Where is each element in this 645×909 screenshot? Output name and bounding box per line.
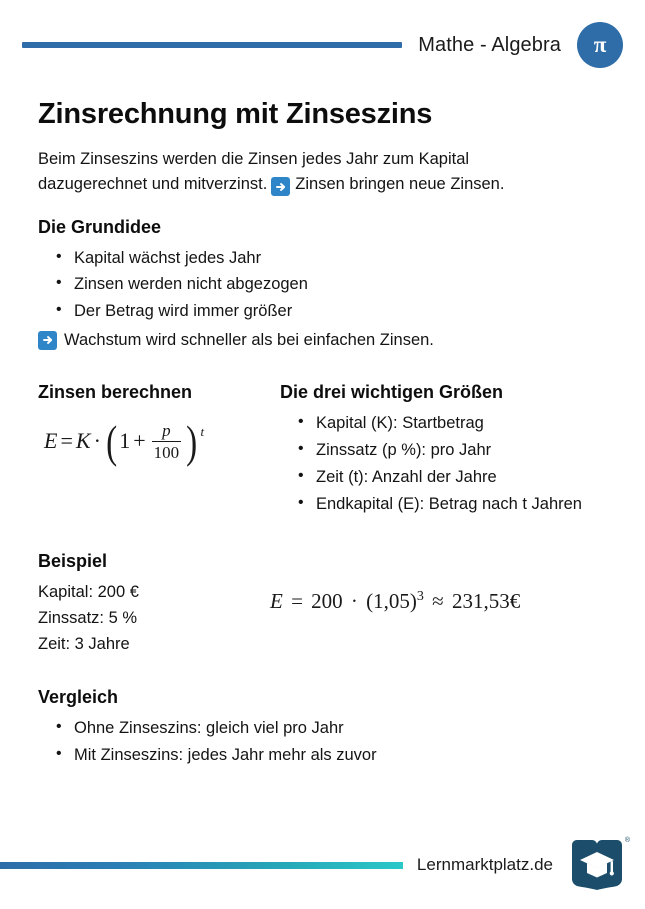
formula-exponent: t	[200, 424, 205, 440]
example-lhs: E	[270, 589, 283, 614]
section-grundidee	[38, 217, 616, 353]
section-groessen	[280, 382, 616, 517]
example-exponent: 3	[416, 589, 424, 605]
section-beispiel	[38, 551, 616, 657]
graduation-cap-book-logo-icon	[569, 837, 630, 891]
list-item: • Kapital (K): Startbetrag	[316, 410, 616, 437]
fraction-denominator: 100	[153, 443, 180, 463]
page-header	[0, 0, 645, 90]
beispiel-line-kapital: Kapital: 200 €	[38, 583, 139, 602]
formula-one: 1	[119, 428, 131, 454]
beispiel-heading: Beispiel	[38, 551, 108, 572]
list-item: • Zinsen werden nicht abgezogen	[74, 271, 616, 298]
list-item: • Zinssatz (p %): pro Jahr	[316, 437, 616, 464]
example-dot: ·	[350, 589, 358, 614]
formula-dot: ·	[93, 428, 101, 454]
header-subject-label: Mathe - Algebra	[418, 33, 561, 56]
example-close-paren: )	[409, 589, 417, 614]
zinsen-berechnen-heading: Zinsen berechnen	[38, 382, 193, 403]
intro-text-part1: Beim Zinseszins werden die Zinsen jedes Jahr zum Kapital dazugerechnet und mitverzinst.	[38, 150, 470, 193]
list-item: • Endkapital (E): Betrag nach t Jahren	[316, 491, 616, 518]
vergleich-bullet-list	[38, 715, 616, 768]
example-principal: 200	[311, 589, 343, 614]
section-vergleich	[38, 687, 616, 768]
grundidee-callout	[38, 328, 616, 353]
formula-lhs: E	[44, 428, 58, 454]
arrow-right-icon	[271, 177, 290, 196]
groessen-heading: Die drei wichtigen Größen	[280, 382, 504, 403]
groessen-bullet-list	[280, 410, 616, 517]
footer-gradient-rule	[0, 862, 403, 869]
example-approx: ≈	[432, 589, 444, 614]
list-item: • Kapital wächst jedes Jahr	[74, 245, 616, 272]
page-title: Zinsrechnung mit Zinseszins	[38, 98, 433, 130]
arrow-right-icon	[38, 331, 57, 350]
svg-text:π: π	[593, 32, 607, 57]
example-formula	[270, 589, 616, 614]
example-base: 1,05	[373, 589, 410, 614]
list-item: • Der Betrag wird immer größer	[74, 298, 616, 325]
example-open-paren: (	[366, 589, 374, 614]
list-item: • Ohne Zinseszins: gleich viel pro Jahr	[74, 715, 616, 742]
intro-text-part2: Zinsen bringen neue Zinsen.	[295, 174, 505, 193]
grundidee-heading: Die Grundidee	[38, 216, 162, 237]
example-result: 231,53€	[451, 589, 521, 614]
document-body	[38, 90, 616, 769]
registered-trademark-mark: ®	[624, 837, 630, 844]
beispiel-values	[38, 551, 270, 657]
formula-capital: K	[75, 428, 91, 454]
formula-plus: +	[133, 428, 146, 454]
grundidee-bullet-list	[38, 245, 616, 325]
section-zinsen-berechnen	[38, 382, 280, 517]
vergleich-heading: Vergleich	[38, 687, 119, 708]
beispiel-line-zeit: Zeit: 3 Jahre	[38, 635, 130, 654]
header-rule	[22, 42, 402, 48]
formula-fraction	[152, 422, 182, 462]
formula-and-quantities-row	[38, 382, 616, 517]
beispiel-formula-wrap	[270, 551, 616, 614]
beispiel-line-zinssatz: Zinssatz: 5 %	[38, 609, 138, 628]
fraction-numerator: p	[162, 421, 171, 441]
grundidee-callout-label: Wachstum wird schneller als bei einfachen Zinsen.	[64, 330, 434, 349]
list-item: • Zeit (t): Anzahl der Jahre	[316, 464, 616, 491]
pi-logo-icon	[577, 22, 623, 68]
formula-equals: =	[60, 428, 73, 454]
page-footer	[0, 821, 645, 909]
footer-brand-label: Lernmarktplatz.de	[416, 855, 553, 874]
main-formula: E = K · ( 1 + $\frac{p}{100}$ ) t	[44, 416, 205, 468]
list-item: • Mit Zinseszins: jedes Jahr mehr als zuvor	[74, 742, 616, 769]
example-equals: =	[291, 589, 303, 614]
intro-paragraph	[38, 147, 528, 197]
